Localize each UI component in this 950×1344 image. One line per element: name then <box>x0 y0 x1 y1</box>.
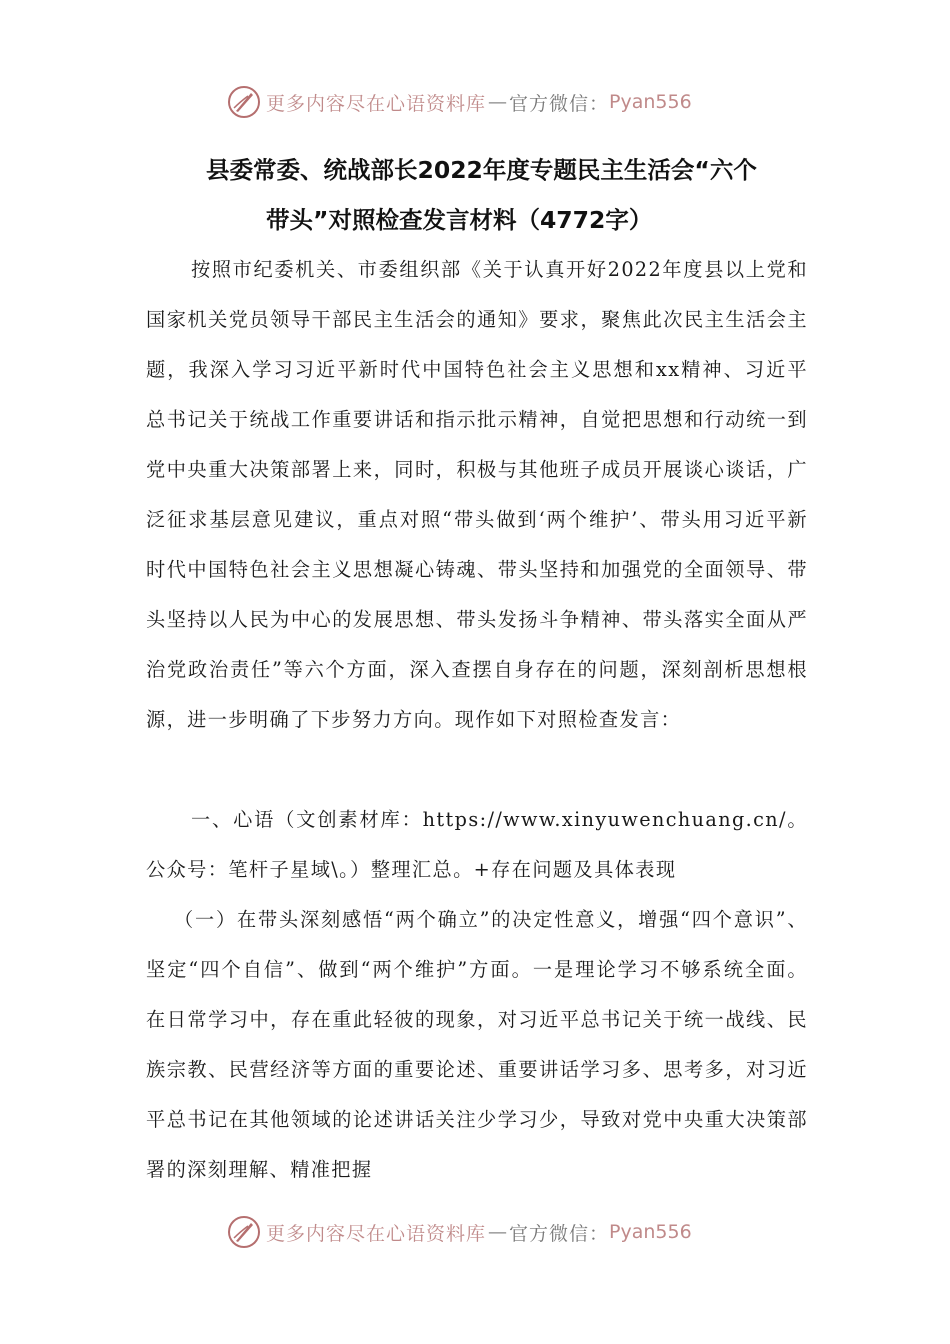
banner-text: 更多内容尽在心语资料库 <box>266 92 487 115</box>
banner-wechat-label: 官方微信： <box>509 92 610 115</box>
quill-pen-circle-icon <box>226 1214 262 1250</box>
paragraph-problem-1: （一）在带头深刻感悟“两个确立”的决定性意义，增强“四个意识”、坚定“四个自信”、做到“两个维护”方面。一是理论学习不够系统全面。在日常学习中，存在重此轻彼的现象，对习近平总书记关于统一战线、民族宗教、民营经济等方面的重要论述、重要讲话学习多、思考多，对习近平总书记在其他领域的论述讲话关注少学习少，导致对党中央重大决策部署的深刻理解、精准把握 <box>146 908 808 1181</box>
document-title-line-2: 带头”对照检查发言材料（4772字） <box>266 206 653 234</box>
header-banner <box>226 82 692 122</box>
banner-wechat-id: Pyan556 <box>609 91 692 113</box>
banner-dash: — <box>488 91 508 113</box>
footer-banner <box>226 1212 692 1252</box>
paragraph-intro: 按照市纪委机关、市委组织部《关于认真开好2022年度县以上党和国家机关党员领导干部民主生活会的通知》要求，聚焦此次民主生活会主题，我深入学习习近平新时代中国特色社会主义思想和xx精神、习近平总书记关于统战工作重要讲话和指示批示精神，自觉把思想和行动统一到党中央重大决策部署上来，同时，积极与其他班子成员开展谈心谈话，广泛征求基层意见建议，重点对照“带头做到‘两个维护’、带头用习近平新时代中国特色社会主义思想凝心铸魂、带头坚持和加强党的全面领导、带头坚持以人民为中心的发展思想、带头发扬斗争精神、带头落实全面从严治党政治责任”等六个方面，深入查摆自身存在的问题，深刻剖析思想根源，进一步明确了下步努力方向。现作如下对照检查发言： <box>146 258 808 731</box>
banner-text: 更多内容尽在心语资料库 <box>266 1222 487 1245</box>
banner-wechat-id: Pyan556 <box>609 1221 692 1243</box>
document-title-line-1: 县委常委、统战部长2022年度专题民主生活会“六个 <box>206 156 757 184</box>
quill-pen-circle-icon <box>226 84 262 120</box>
paragraph-section-heading: 一、心语（文创素材库：https://www.xinyuwenchuang.cn/。公众号：笔杆子星域\。）整理汇总。+存在问题及具体表现 <box>146 808 808 881</box>
banner-wechat-label: 官方微信： <box>509 1222 610 1245</box>
banner-dash: — <box>488 1221 508 1243</box>
